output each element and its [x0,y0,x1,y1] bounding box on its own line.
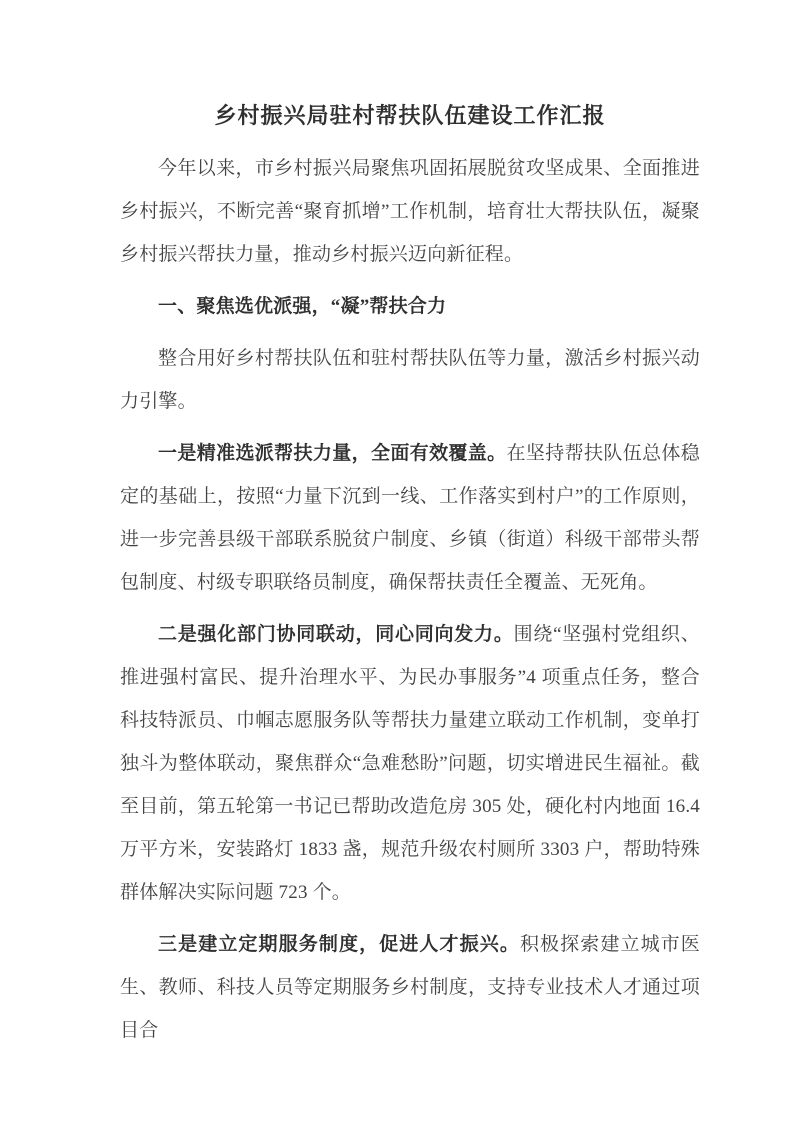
paragraph-point-3 [120,923,700,1052]
paragraph-lead: 三是建立定期服务制度，促进人才振兴。 [158,934,520,955]
paragraph-text: 积极探索建立城市医生、教师、科技人员等定期服务乡村制度，支持专业技术人才通过项目合 [120,934,700,1041]
paragraph-intro [120,147,700,276]
paragraph-text: 整合用好乡村帮扶队伍和驻村帮扶队伍等力量，激活乡村振兴动力引擎。 [120,348,700,412]
paragraph-lead: 一是精准选派帮扶力量，全面有效覆盖。 [158,443,507,464]
heading-text: 一、聚焦选优派强，“凝”帮扶合力 [158,296,447,317]
section-heading-1 [120,285,700,328]
paragraph-point-1 [120,432,700,604]
paragraph-text: 围绕“坚强村党组织、推进强村富民、提升治理水平、为民办事服务”4 项重点任务，整合科技特派员、巾帼志愿服务队等帮扶力量建立联动工作机制，变单打独斗为整体联动，聚焦群众“急难愁盼”问题，切实增进民生福祉。截至目前，第五轮第一书记已帮助改造危房 305 处，硬化村内地面 16.4 万平方米，安装路灯 1833 盏，规范升级农村厕所 3303 户，帮助特殊群体解决实际问题 723 个。 [120,624,700,903]
paragraph-text: 今年以来，市乡村振兴局聚焦巩固拓展脱贫攻坚成果、全面推进乡村振兴，不断完善“聚育抓增”工作机制，培育壮大帮扶队伍，凝聚乡村振兴帮扶力量，推动乡村振兴迈向新征程。 [120,158,700,265]
paragraph-point-2 [120,613,700,914]
document-title: 乡村振兴局驻村帮扶队伍建设工作汇报 [214,103,606,128]
paragraph-text: 在坚持帮扶队伍总体稳定的基础上，按照“力量下沉到一线、工作落实到村户”的工作原则，进一步完善县级干部联系脱贫户制度、乡镇（街道）科级干部带头帮包制度、村级专职联络员制度，确保帮扶责任全覆盖、无死角。 [120,443,700,593]
paragraph-lead: 二是强化部门协同联动，同心同向发力。 [158,624,514,645]
paragraph-section-summary [120,337,700,423]
